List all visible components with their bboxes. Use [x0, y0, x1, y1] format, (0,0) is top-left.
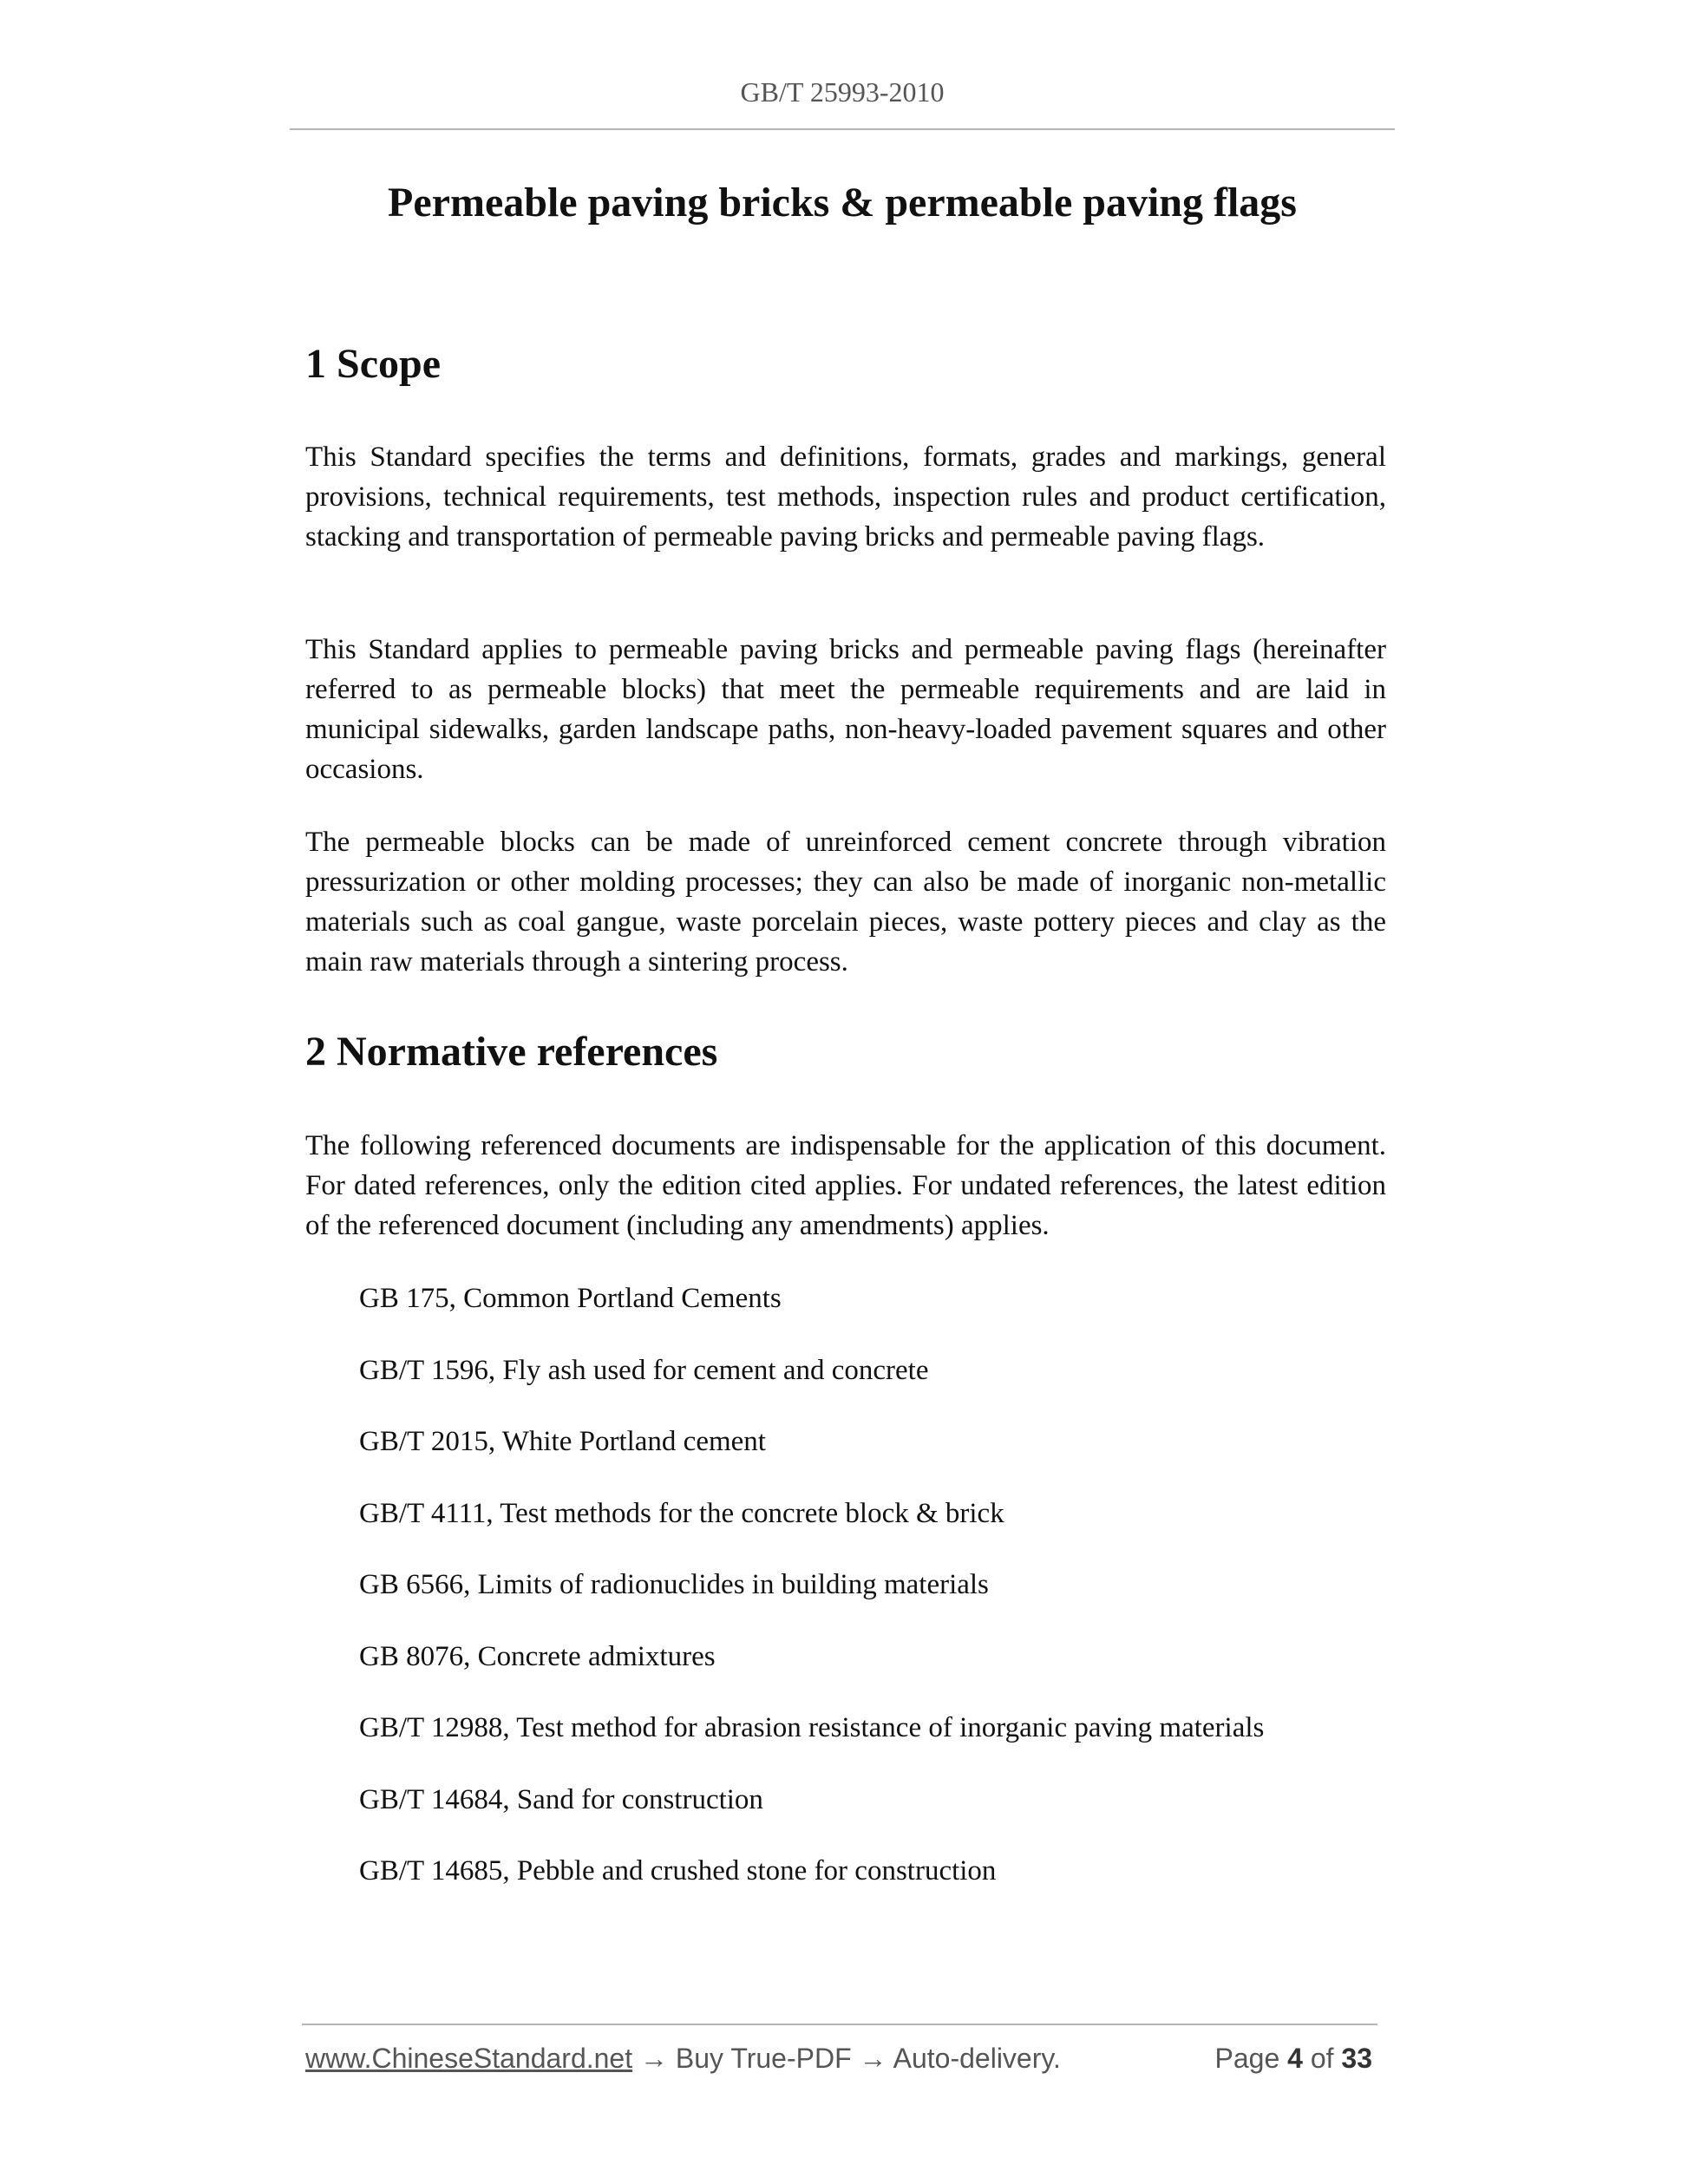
reference-item: GB 6566, Limits of radionuclides in building materials: [359, 1569, 989, 1600]
reference-item: GB/T 14684, Sand for construction: [359, 1783, 763, 1815]
scope-paragraph: This Standard specifies the terms and definitions, formats, grades and markings, general provisions, technical requirements, test methods, inspection rules and product certification, stacking and transportation of permeable paving bricks and permeable paving flags.: [305, 441, 1386, 553]
section-heading-scope: 1 Scope: [305, 341, 441, 387]
page-indicator: [1215, 2043, 1372, 2075]
header-divider: [290, 128, 1395, 130]
section-heading-normative-references: 2 Normative references: [305, 1029, 718, 1075]
document-title: Permeable paving bricks & permeable paving flags: [388, 180, 1297, 226]
reference-item: GB/T 2015, White Portland cement: [359, 1426, 766, 1457]
reference-item: GB/T 14685, Pebble and crushed stone for construction: [359, 1855, 997, 1886]
footer-promo: [305, 2043, 1061, 2075]
footer-divider: [302, 2024, 1377, 2025]
arrow-right-icon: →: [640, 2043, 668, 2074]
page-number: 4: [1287, 2043, 1303, 2074]
reference-item: GB/T 12988, Test method for abrasion resistance of inorganic paving materials: [359, 1712, 1265, 1743]
page-label: Page: [1214, 2043, 1280, 2074]
reference-item: GB/T 1596, Fly ash used for cement and concrete: [359, 1354, 929, 1386]
auto-delivery-text: Auto-delivery.: [893, 2043, 1061, 2074]
scope-paragraph: This Standard applies to permeable paving bricks and permeable paving flags (hereinafter referred to as permeable blocks) that meet the permeable requirements and are laid in municipal sidewalks, garden landscape paths, non-heavy-loaded pavement squares and other occasions.: [305, 634, 1386, 785]
of-label: of: [1310, 2043, 1334, 2074]
arrow-right-icon: →: [859, 2043, 887, 2074]
reference-list: [359, 1278, 1264, 1923]
document-code: GB/T 25993-2010: [740, 76, 945, 108]
buy-true-pdf-text: Buy True-PDF: [675, 2043, 852, 2074]
website-link[interactable]: www.ChineseStandard.net: [305, 2043, 633, 2074]
references-intro-paragraph: The following referenced documents are indispensable for the application of this document. For dated references, only the edition cited applies. For undated references, the latest edition of the referenced document (including any amendments) applies.: [305, 1130, 1386, 1241]
reference-item: GB 175, Common Portland Cements: [359, 1283, 782, 1314]
reference-item: GB/T 4111, Test methods for the concrete block & brick: [359, 1497, 1004, 1529]
total-pages: 33: [1341, 2043, 1372, 2074]
scope-paragraph: The permeable blocks can be made of unreinforced cement concrete through vibration pressurization or other molding processes; they can also be made of inorganic non-metallic materials such as coal gangue, waste porcelain pieces, waste pottery pieces and clay as the main raw materials through a sintering process.: [305, 827, 1386, 978]
reference-item: GB 8076, Concrete admixtures: [359, 1640, 716, 1672]
